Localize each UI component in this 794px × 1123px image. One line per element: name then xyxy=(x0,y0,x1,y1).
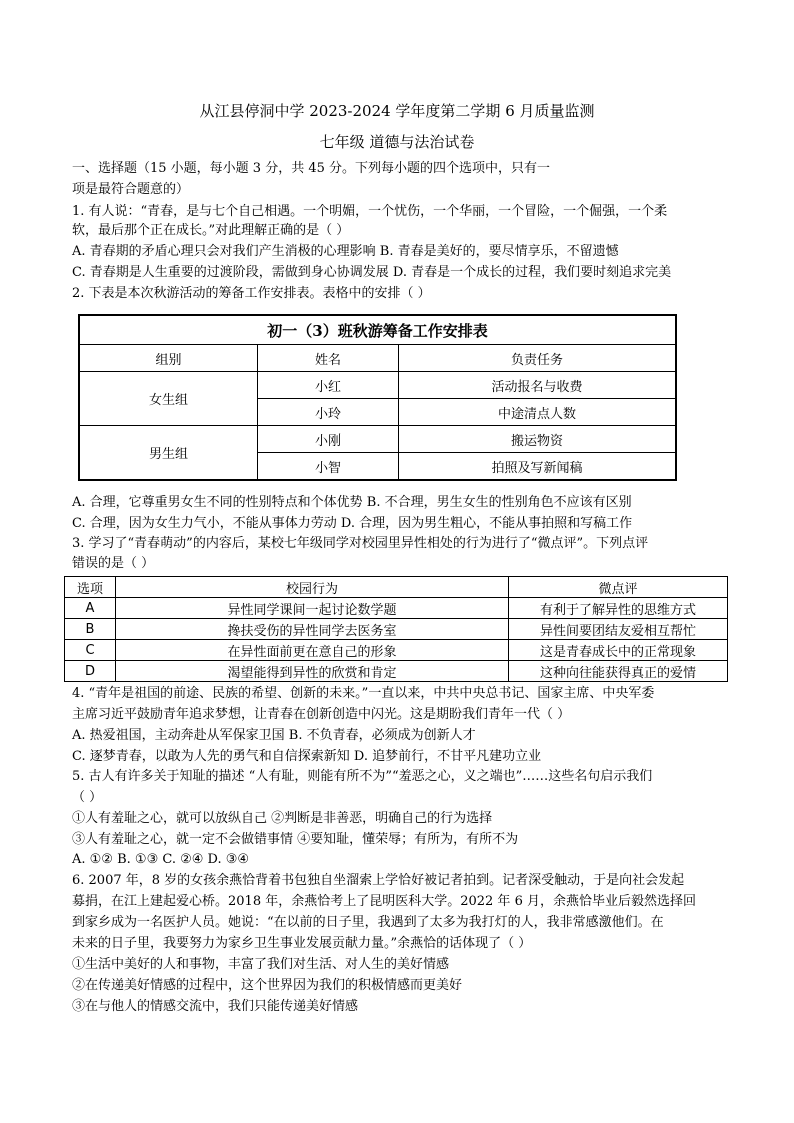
question-4-options-ab: A. 热爱祖国，主动奔赴从军保家卫国 B. 不负青春，必须成为创新人才 xyxy=(72,728,476,743)
schedule-table-caption: 初一（3）班秋游筹备工作安排表 xyxy=(79,315,676,345)
exam-title: 从江县停洞中学 2023-2024 学年度第二学期 6 月质量监测 xyxy=(199,102,595,120)
behavior-header-comment: 微点评 xyxy=(509,577,728,598)
question-2-options-ab: A. 合理，它尊重男女生不同的性别特点和个体优势 B. 不合理，男生女生的性别角色不应该有区别 xyxy=(72,495,632,510)
question-6-stem-cont: 募捐，在江上建起爱心桥。2018 年，余燕恰考上了昆明医科大学。2022 年 6 月，余燕恰毕业后毅然选择回 xyxy=(72,894,696,909)
question-6-stem: 6. 2007 年，8 岁的女孩余燕恰背着书包独自坐溜索上学恰好被记者拍到。记者深受触动，于是向社会发起 xyxy=(72,873,685,888)
question-1-options-ab: A. 青春期的矛盾心理只会对我们产生消极的心理影响 B. 青春是美好的，要尽情享乐，不留遗憾 xyxy=(72,244,619,259)
question-1-stem-cont: 软，最后那个正在成长。”对此理解正确的是（ ） xyxy=(72,223,350,238)
behavior-comment: 这是青春成长中的正常现象 xyxy=(509,640,728,661)
question-4-stem-cont: 主席习近平鼓励青年追求梦想，让青春在创新创造中闪光。这是期盼我们青年一代（ ） xyxy=(72,707,571,722)
question-2-options-cd: C. 合理，因为女生力气小，不能从事体力劳动 D. 合理，因为男生粗心，不能从事拍照和写稿工作 xyxy=(72,516,633,531)
behavior-comment: 这种向往能获得真正的爱情 xyxy=(509,661,728,682)
question-6-stem-cont: 到家乡成为一名医护人员。她说：“在以前的日子里，我遇到了太多为我打灯的人，我非常感激他们。在 xyxy=(72,915,664,930)
schedule-header-task: 负责任务 xyxy=(399,345,677,372)
section-heading-cont: 项是最符合题意的） xyxy=(72,182,190,197)
schedule-header-group: 组别 xyxy=(79,345,258,372)
question-3-stem: 3. 学习了“青春萌动”的内容后，某校七年级同学对校园里异性相处的行为进行了“微点评”。下列点评 xyxy=(72,536,649,551)
behavior-header-option: 选项 xyxy=(65,577,116,598)
schedule-group-boys: 男生组 xyxy=(79,426,258,481)
schedule-group-girls: 女生组 xyxy=(79,372,258,426)
question-3-stem-cont: 错误的是（ ） xyxy=(72,556,155,571)
schedule-table xyxy=(78,314,677,481)
question-5-stem-cont: （ ） xyxy=(72,790,103,805)
question-1-options-cd: C. 青春期是人生重要的过渡阶段，需做到身心协调发展 D. 青春是一个成长的过程，我们要时刻追求完美 xyxy=(72,265,672,280)
question-6-stem-cont: 未来的日子里，我要努力为家乡卫生事业发展贡献力量。”余燕恰的话体现了（ ） xyxy=(72,936,532,951)
schedule-name: 小玲 xyxy=(258,399,399,426)
question-6-statement-2: ②在传递美好情感的过程中，这个世界因为我们的积极情感而更美好 xyxy=(72,978,463,993)
behavior-comment: 有利于了解异性的思维方式 xyxy=(509,598,728,619)
schedule-name: 小刚 xyxy=(258,426,399,453)
question-1-stem: 1. 有人说：“青春，是与七个自己相遇。一个明媚，一个忧伤，一个华丽，一个冒险，一个倔强，一个柔 xyxy=(72,204,668,219)
schedule-name: 小红 xyxy=(258,372,399,399)
question-4-options-cd: C. 逐梦青春，以敢为人先的勇气和自信探索新知 D. 追梦前行，不甘平凡建功立业 xyxy=(72,749,542,764)
behavior-text: 搀扶受伤的异性同学去医务室 xyxy=(116,619,509,640)
exam-subtitle: 七年级 道德与法治试卷 xyxy=(319,133,475,151)
section-heading: 一、选择题（15 小题，每小题 3 分，共 45 分。下列每小题的四个选项中，只有一 xyxy=(72,161,551,176)
behavior-table xyxy=(64,576,728,682)
schedule-task: 中途清点人数 xyxy=(399,399,677,426)
behavior-header-behavior: 校园行为 xyxy=(116,577,509,598)
behavior-option: D xyxy=(65,661,116,682)
behavior-text: 异性同学课间一起讨论数学题 xyxy=(116,598,509,619)
question-2-stem: 2. 下表是本次秋游活动的筹备工作安排表。表格中的安排（ ） xyxy=(72,286,431,301)
question-5-stem: 5. 古人有许多关于知耻的描述 “人有耻，则能有所不为”“羞恶之心，义之端也”……这些名句启示我们 xyxy=(72,769,653,784)
schedule-task: 活动报名与收费 xyxy=(399,372,677,399)
behavior-option: C xyxy=(65,640,116,661)
question-5-statements-34: ③人有羞耻之心，就一定不会做错事情 ④要知耻，懂荣辱；有所为，有所不为 xyxy=(72,832,519,847)
behavior-comment: 异性间要团结友爱相互帮忙 xyxy=(509,619,728,640)
question-5-options: A. ①② B. ①③ C. ②④ D. ③④ xyxy=(72,852,250,867)
behavior-text: 渴望能得到异性的欣赏和肯定 xyxy=(116,661,509,682)
schedule-header-name: 姓名 xyxy=(258,345,399,372)
question-4-stem: 4. “青年是祖国的前途、民族的希望、创新的未来。”一直以来，中共中央总书记、国家主席、中央军委 xyxy=(72,686,655,701)
question-5-statements-12: ①人有羞耻之心，就可以放纵自己 ②判断是非善恶，明确自己的行为选择 xyxy=(72,811,493,826)
behavior-option: B xyxy=(65,619,116,640)
schedule-task: 拍照及写新闻稿 xyxy=(399,453,677,481)
behavior-text: 在异性面前更在意自己的形象 xyxy=(116,640,509,661)
schedule-name: 小智 xyxy=(258,453,399,481)
behavior-option: A xyxy=(65,598,116,619)
question-6-statement-1: ①生活中美好的人和事物，丰富了我们对生活、对人生的美好情感 xyxy=(72,957,450,972)
question-6-statement-3: ③在与他人的情感交流中，我们只能传递美好情感 xyxy=(72,999,359,1014)
schedule-task: 搬运物资 xyxy=(399,426,677,453)
